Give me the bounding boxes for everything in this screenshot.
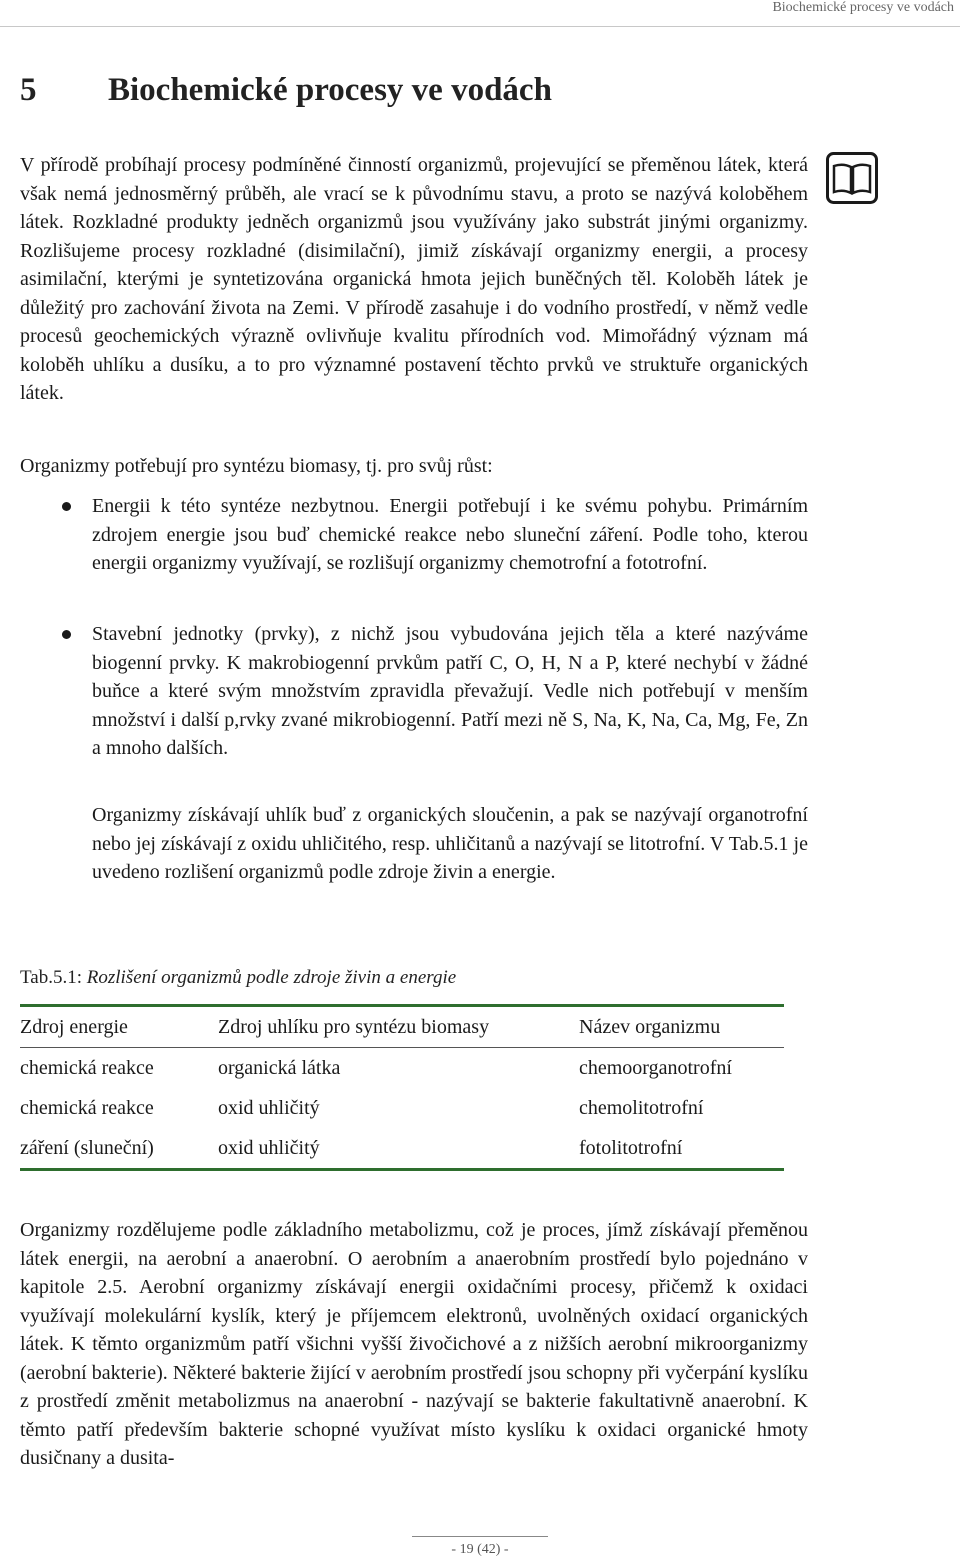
table-bottom-rule <box>20 1168 784 1171</box>
chapter-title: Biochemické procesy ve vodách <box>108 72 552 108</box>
table-row <box>20 1088 784 1128</box>
list-item-elements: Stavební jednotky (prvky), z nichž jsou vybudována jejich těla a které nazýváme biogenní prvky. K makrobiogenní prvkům patří C, O, H, N a P, které nechybí v žádné buňce a které svým množstvím zpravidla převažují. Vedle nich potřebují v menším množství i další p,rvky zvané mikrobiogenní. Patří mezi ně S, Na, K, Na, Ca, Mg, Fe, Zn a mnoho dalších. <box>92 620 808 763</box>
header-rule <box>0 26 960 27</box>
table-cell: oxid uhličitý <box>218 1096 320 1119</box>
table-cell: chemická reakce <box>20 1056 154 1079</box>
table-header-cell: Název organizmu <box>579 1015 721 1038</box>
table-cell: oxid uhličitý <box>218 1136 320 1159</box>
table-cell: chemická reakce <box>20 1096 154 1119</box>
paragraph-carbon: Organizmy získávají uhlík buď z organických sloučenin, a pak se nazývají organotrofní nebo jej získávají z oxidu uhličitého, resp. uhličitanů a nazývají se litotrofní. V Tab.5.1 je uvedeno rozlišení organizmů podle zdroje živin a energie. <box>92 804 808 883</box>
table-cell: chemoorganotrofní <box>579 1056 732 1079</box>
chapter-number: 5 <box>20 72 37 108</box>
table-row <box>20 1048 784 1088</box>
paragraph-needs: Organizmy potřebují pro syntézu biomasy, tj. pro svůj růst: <box>20 455 493 477</box>
footer-rule <box>412 1536 548 1537</box>
table-cell: fotolitotrofní <box>579 1136 683 1159</box>
chapter-heading <box>20 72 552 109</box>
bullet-icon <box>62 502 71 511</box>
table-cell: chemolitotrofní <box>579 1096 704 1119</box>
table-header-cell: Zdroj energie <box>20 1015 128 1038</box>
paragraph-metabolism: Organizmy rozdělujeme podle základního metabolizmu, což je proces, jímž získávají přeměnou látek energii, na aerobní a anaerobní. O aerobním a anaerobním prostředí bylo pojednáno v kapitole 2.5. Aerobní organizmy získávají energii oxidačními procesy, přičemž k oxidaci využívají molekulární kyslík, který je příjemcem elektronů, uvolněných oxidací organických látek. K těmto organizmům patří všichni vyšší živočichové a z nižších aerobní mikroorganizmy (aerobní bakterie). Některé bakterie žijící v aerobním prostředí jsou schopny při vyčerpání kyslíku z prostředí změnit metabolizmus na anaerobní - nazývají se bakterie fakultativně anaerobní. K těmto patří především bakterie schopné využívat místo kyslíku k oxidaci organické hmoty dusičnany a dusita- <box>20 1219 808 1469</box>
paragraph-intro: V přírodě probíhají procesy podmíněné činností organizmů, projevující se přeměnou látek, která však nemá jednosměrný průběh, ale vrací se k původnímu stavu, a proto se nazývá koloběhem látek. Rozkladné produkty jedněch organizmů jsou využívány jako substrát jinými organizmy. Rozlišujeme procesy rozkladné (disimilační), jimiž získávají organizmy energii, a procesy asimilační, kterými je syntetizována organická hmota jejich buněčných těl. Koloběh látek je důležitý pro zachování života na Zemi. V přírodě zasahuje i do vodního prostředí, v němž vedle procesů geochemických výrazně ovlivňuje kvalitu přírodních vod. Mimořádný význam má koloběh uhlíku a dusíku, a to pro významné postavení těchto prvků ve struktuře organických látek. <box>20 154 808 404</box>
bullet-icon <box>62 630 71 639</box>
page-number: - 19 (42) - <box>451 1542 509 1557</box>
table-header-row <box>20 1007 784 1047</box>
table-cell: záření (sluneční) <box>20 1136 154 1159</box>
organism-table <box>20 1004 784 1171</box>
table-caption: Tab.5.1: Rozlišení organizmů podle zdroje živin a energie <box>20 967 457 988</box>
table-row <box>20 1128 784 1168</box>
table-header-cell: Zdroj uhlíku pro syntézu biomasy <box>218 1015 490 1038</box>
book-icon <box>826 152 878 204</box>
running-head: Biochemické procesy ve vodách <box>772 0 954 15</box>
list-item-energy: Energii k této syntéze nezbytnou. Energii potřebují i ke svému pohybu. Primárním zdrojem energie jsou buď chemické reakce nebo sluneční záření. Podle toho, kterou energii organizmy využívají, se rozlišují organizmy chemotrofní a fototrofní. <box>92 492 808 578</box>
table-cell: organická látka <box>218 1056 341 1079</box>
